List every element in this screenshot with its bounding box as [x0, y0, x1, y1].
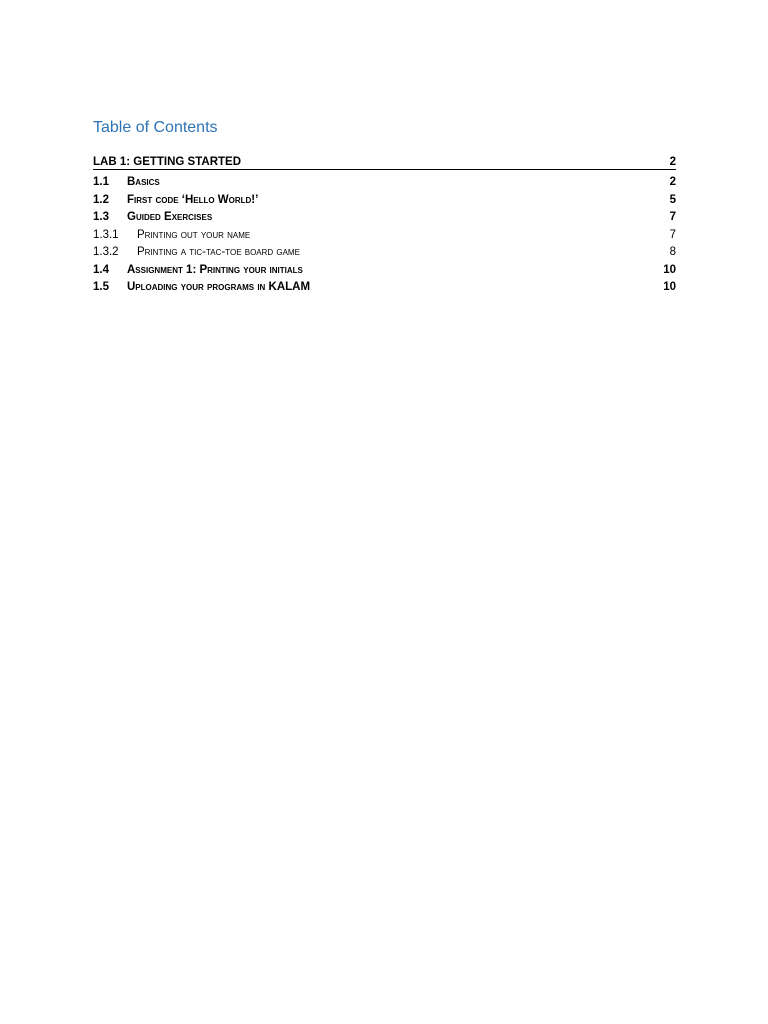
toc-entry-page: 7	[669, 228, 676, 241]
toc-entry-page: 10	[663, 281, 676, 293]
toc-entry-assignment-1[interactable]	[93, 262, 676, 280]
toc-entry-label: Basics	[127, 176, 160, 188]
toc-chapter-page: 2	[669, 156, 676, 168]
table-of-contents	[93, 117, 676, 297]
toc-entry-number: 1.4	[93, 263, 109, 276]
toc-entry-number: 1.3.2	[93, 246, 119, 258]
toc-entry-printing-name[interactable]	[93, 227, 676, 245]
toc-entry-uploading-programs[interactable]	[93, 279, 676, 297]
toc-entry-number: 1.1	[93, 176, 109, 188]
toc-entry-page: 5	[669, 193, 676, 206]
toc-entry-label: Uploading your programs in KALAM	[127, 281, 311, 293]
toc-entry-number: 1.3	[93, 211, 109, 223]
toc-entry-page: 7	[669, 211, 676, 223]
toc-entry-number: 1.2	[93, 193, 109, 206]
toc-entry-label: Printing a tic-tac-toe board game	[137, 246, 300, 258]
toc-title: Table of Contents	[93, 119, 218, 136]
toc-entry-label: First code ‘Hello World!’	[127, 193, 259, 206]
toc-entry-page: 8	[669, 246, 676, 258]
toc-entry-basics[interactable]	[93, 174, 676, 192]
toc-entry-label: Assignment 1: Printing your initials	[127, 263, 303, 276]
toc-entry-label: Guided Exercises	[127, 211, 213, 223]
toc-entry-page: 10	[663, 263, 676, 276]
toc-chapter-entry[interactable]	[93, 155, 676, 170]
toc-entry-guided-exercises[interactable]	[93, 209, 676, 227]
toc-entry-number: 1.5	[93, 281, 109, 293]
toc-entry-number: 1.3.1	[93, 228, 119, 241]
toc-entry-first-code[interactable]	[93, 192, 676, 210]
toc-entry-label: Printing out your name	[137, 228, 251, 241]
toc-chapter-label: LAB 1: GETTING STARTED	[93, 156, 242, 168]
toc-entry-page: 2	[669, 176, 676, 188]
toc-entry-tic-tac-toe[interactable]	[93, 244, 676, 262]
